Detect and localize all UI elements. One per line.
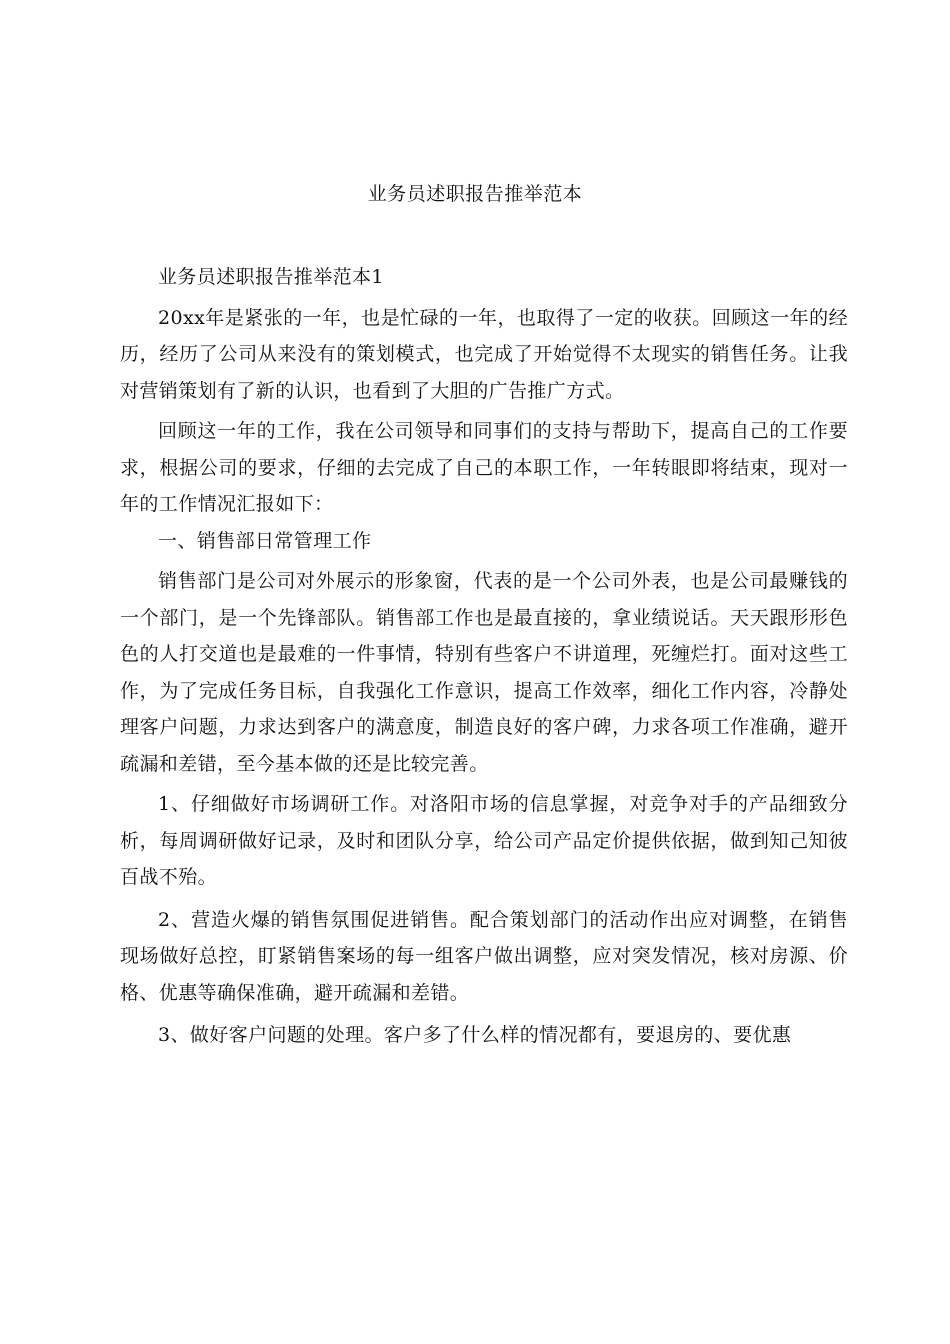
- document-title: 业务员述职报告推举范本: [367, 183, 583, 205]
- subheading: 一、销售部日常管理工作: [158, 529, 372, 552]
- paragraph: 20xx年是紧张的一年，也是忙碌的一年，也取得了一定的收获。回顾这一年的经历，经历了公司从来没有的策划模式，也完成了开始觉得不太现实的销售任务。让我对营销策划有了新的认识，也看到了大胆的广告推广方式。: [120, 306, 848, 402]
- list-item: 1、仔细做好市场调研工作。对洛阳市场的信息掌握，对竞争对手的产品细致分析，每周调研做好记录，及时和团队分享，给公司产品定价提供依据，做到知己知彼百战不殆。: [120, 793, 848, 888]
- paragraph: 回顾这一年的工作，我在公司领导和同事们的支持与帮助下，提高自己的工作要求，根据公司的要求，仔细的去完成了自己的本职工作，一年转眼即将结束，现对一年的工作情况汇报如下：: [120, 420, 848, 515]
- list-item: 2、营造火爆的销售氛围促进销售。配合策划部门的活动作出应对调整，在销售现场做好总控，盯紧销售案场的每一组客户做出调整，应对突发情况，核对房源、价格、优惠等确保准确，避开疏漏和差错。: [120, 908, 848, 1004]
- section-heading: 业务员述职报告推举范本1: [158, 266, 384, 288]
- document-body: [120, 259, 848, 1054]
- paragraph: 销售部门是公司对外展示的形象窗，代表的是一个公司外表，也是公司最赚钱的一个部门，是一个先锋部队。销售部工作也是最直接的，拿业绩说话。天天跟形形色色的人打交道也是最难的一件事情，特别有些客户不讲道理，死缠烂打。面对这些工作，为了完成任务目标，自我强化工作意识，提高工作效率，细化工作内容，冷静处理客户问题，力求达到客户的满意度，制造良好的客户碑，力求各项工作准确，避开疏漏和差错，至今基本做的还是比较完善。: [120, 570, 848, 775]
- list-item: 3、做好客户问题的处理。客户多了什么样的情况都有，要退房的、要优惠: [158, 1024, 792, 1046]
